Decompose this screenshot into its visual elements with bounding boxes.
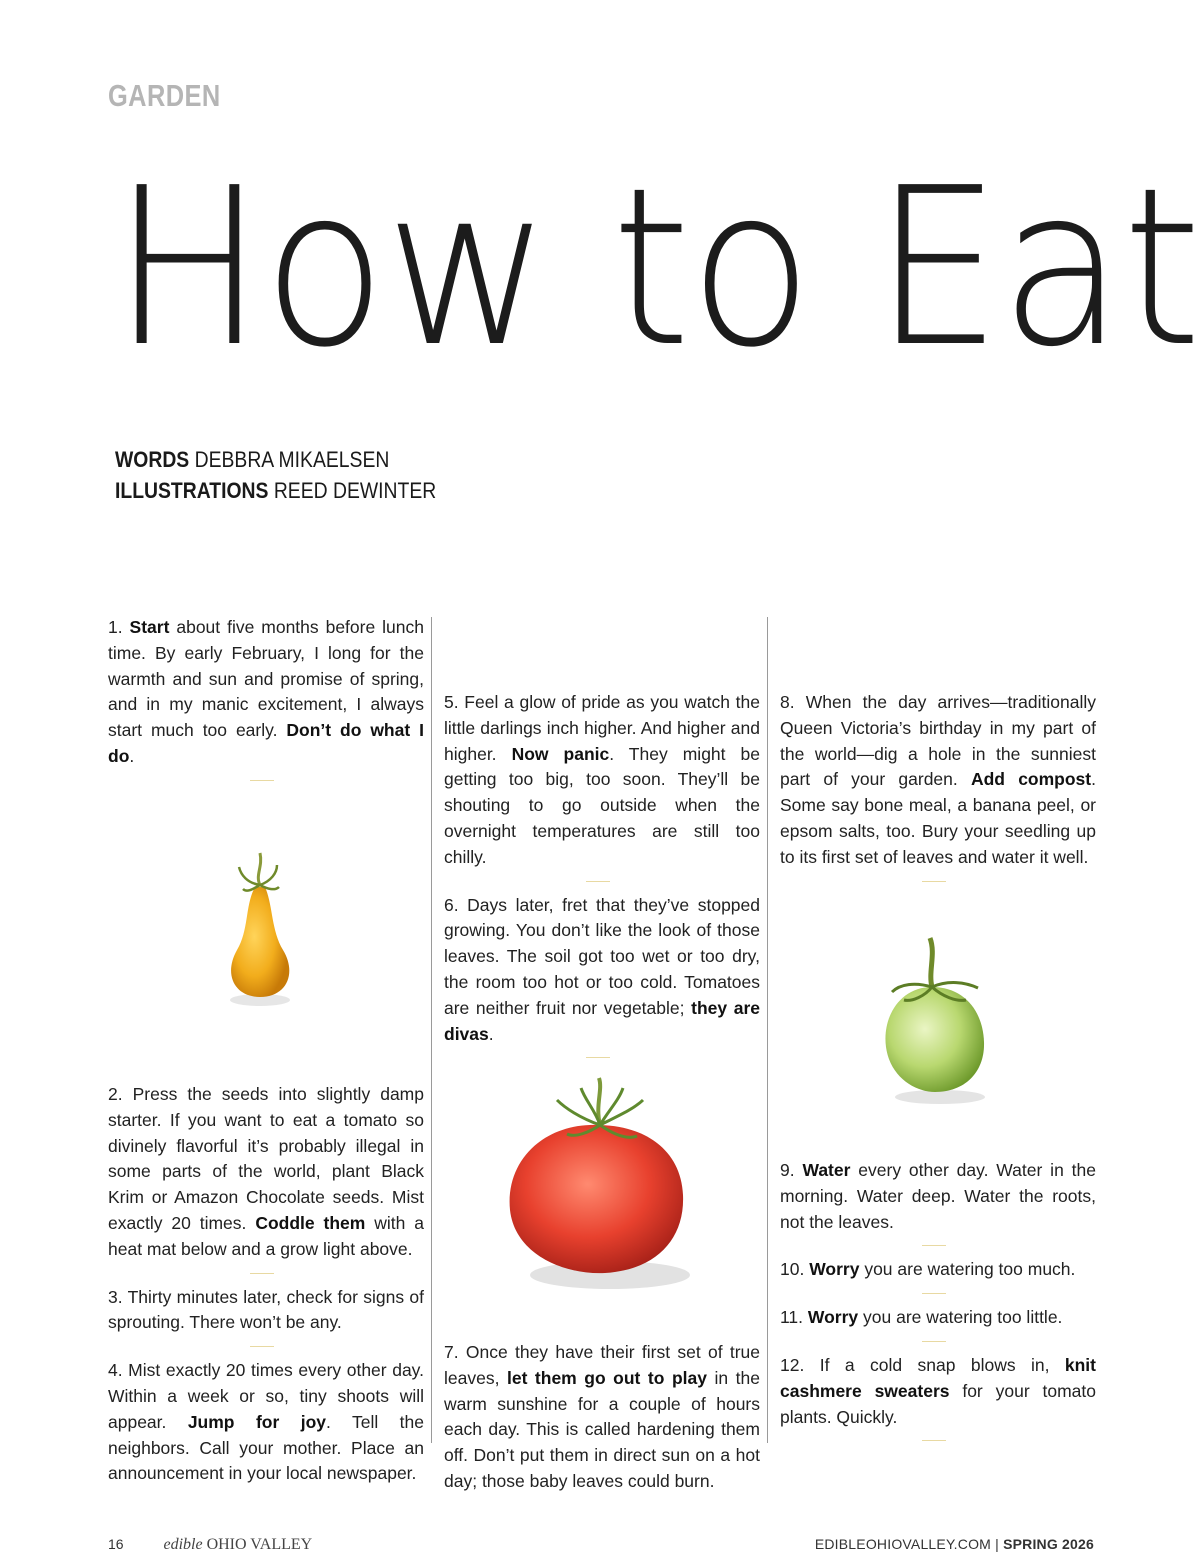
article-title: How to Eat bbox=[112, 142, 1200, 395]
divider bbox=[922, 1440, 946, 1441]
step-7: 7. Once they have their first set of true leaves, let them go out to play in the warm sunshine for a couple of hours each day. This is called hardening them off. Don’t put them in direct sun on a hot day; those baby leaves could burn. bbox=[444, 1342, 760, 1491]
author-name: DEBBRA MIKAELSEN bbox=[194, 447, 390, 472]
red-tomato-icon bbox=[495, 1070, 705, 1310]
step-10: 10. Worry you are watering too much. bbox=[780, 1259, 1076, 1280]
column-rule-2 bbox=[767, 617, 768, 1443]
divider bbox=[922, 1245, 946, 1246]
step-4: 4. Mist exactly 20 times every other day. Within a week or so, tiny shoots will appear. Jump for joy. Tell the neighbors. Call your mother. Place an announcement in your local newspaper. bbox=[108, 1360, 425, 1484]
step-11: 11. Worry you are watering too little. bbox=[780, 1307, 1063, 1328]
website: EDIBLEOHIOVALLEY.COM bbox=[814, 1536, 992, 1552]
yellow-pear-tomato-icon bbox=[205, 845, 315, 1015]
divider bbox=[250, 1346, 274, 1347]
column-2 bbox=[444, 690, 760, 1069]
column-3 bbox=[780, 690, 1096, 893]
footer-separator: | bbox=[995, 1536, 999, 1552]
illustrations-credit bbox=[115, 475, 436, 506]
step-12: 12. If a cold snap blows in, knit cashmere sweaters for your tomato plants. Quickly. bbox=[780, 1354, 1096, 1427]
green-tomato-icon bbox=[870, 932, 1000, 1112]
words-label: WORDS bbox=[115, 447, 190, 472]
column-3-lower bbox=[780, 1158, 1096, 1452]
column-1 bbox=[108, 615, 424, 792]
article-credits bbox=[115, 444, 436, 506]
divider bbox=[586, 1057, 610, 1058]
column-1-lower bbox=[108, 1082, 424, 1487]
step-1: 1. Start about five months before lunch time. By early February, I long for the warmth and sun and promise of spring, and in my manic excitement, I always start much too early. Don’t do what I do. bbox=[108, 617, 424, 766]
divider bbox=[922, 1293, 946, 1294]
column-rule-1 bbox=[431, 617, 432, 1443]
footer-left bbox=[108, 1536, 312, 1554]
divider bbox=[250, 780, 274, 781]
step-9: 9. Water every other day. Water in the morning. Water deep. Water the roots, not the leaves. bbox=[780, 1160, 1096, 1232]
illustrations-label: ILLUSTRATIONS bbox=[115, 478, 269, 503]
footer-right bbox=[815, 1536, 1094, 1552]
step-3: 3. Thirty minutes later, check for signs of sprouting. There won’t be any. bbox=[108, 1286, 424, 1333]
page-number: 16 bbox=[108, 1536, 124, 1552]
column-2-lower bbox=[444, 1340, 760, 1495]
divider bbox=[922, 881, 946, 882]
step-8: 8. When the day arrives—traditionally Queen Victoria’s birthday in my part of the world—dig a hole in the sunniest part of your garden. Add compost. Some say bone meal, a banana peel, or epsom salts, too. Bury your seedling up to its first set of leaves and water it well. bbox=[780, 692, 1096, 867]
step-5: 5. Feel a glow of pride as you watch the little darlings inch higher. And higher and higher. Now panic. They might be getting too big, too soon. They’ll be shouting to go outside when the overnight temperatures are still too chilly. bbox=[444, 692, 760, 867]
divider bbox=[250, 1273, 274, 1274]
divider bbox=[922, 1341, 946, 1342]
magazine-name: edible OHIO VALLEY bbox=[163, 1536, 313, 1553]
divider bbox=[586, 881, 610, 882]
words-credit bbox=[115, 444, 436, 475]
step-2: 2. Press the seeds into slightly damp starter. If you want to eat a tomato so divinely flavorful it’s probably illegal in some parts of the world, plant Black Krim or Amazon Chocolate seeds. Mist exactly 20 times. Coddle them with a heat mat below and a grow light above. bbox=[108, 1084, 424, 1259]
issue-date: SPRING 2026 bbox=[1003, 1536, 1094, 1552]
section-label: GARDEN bbox=[108, 78, 221, 113]
step-6: 6. Days later, fret that they’ve stopped growing. You don’t like the look of those leaves. The soil got too wet or too dry, the room too hot or too cold. Tomatoes are neither fruit nor vegetable; they are divas. bbox=[444, 894, 761, 1044]
illustrator-name: REED DEWINTER bbox=[273, 478, 437, 503]
